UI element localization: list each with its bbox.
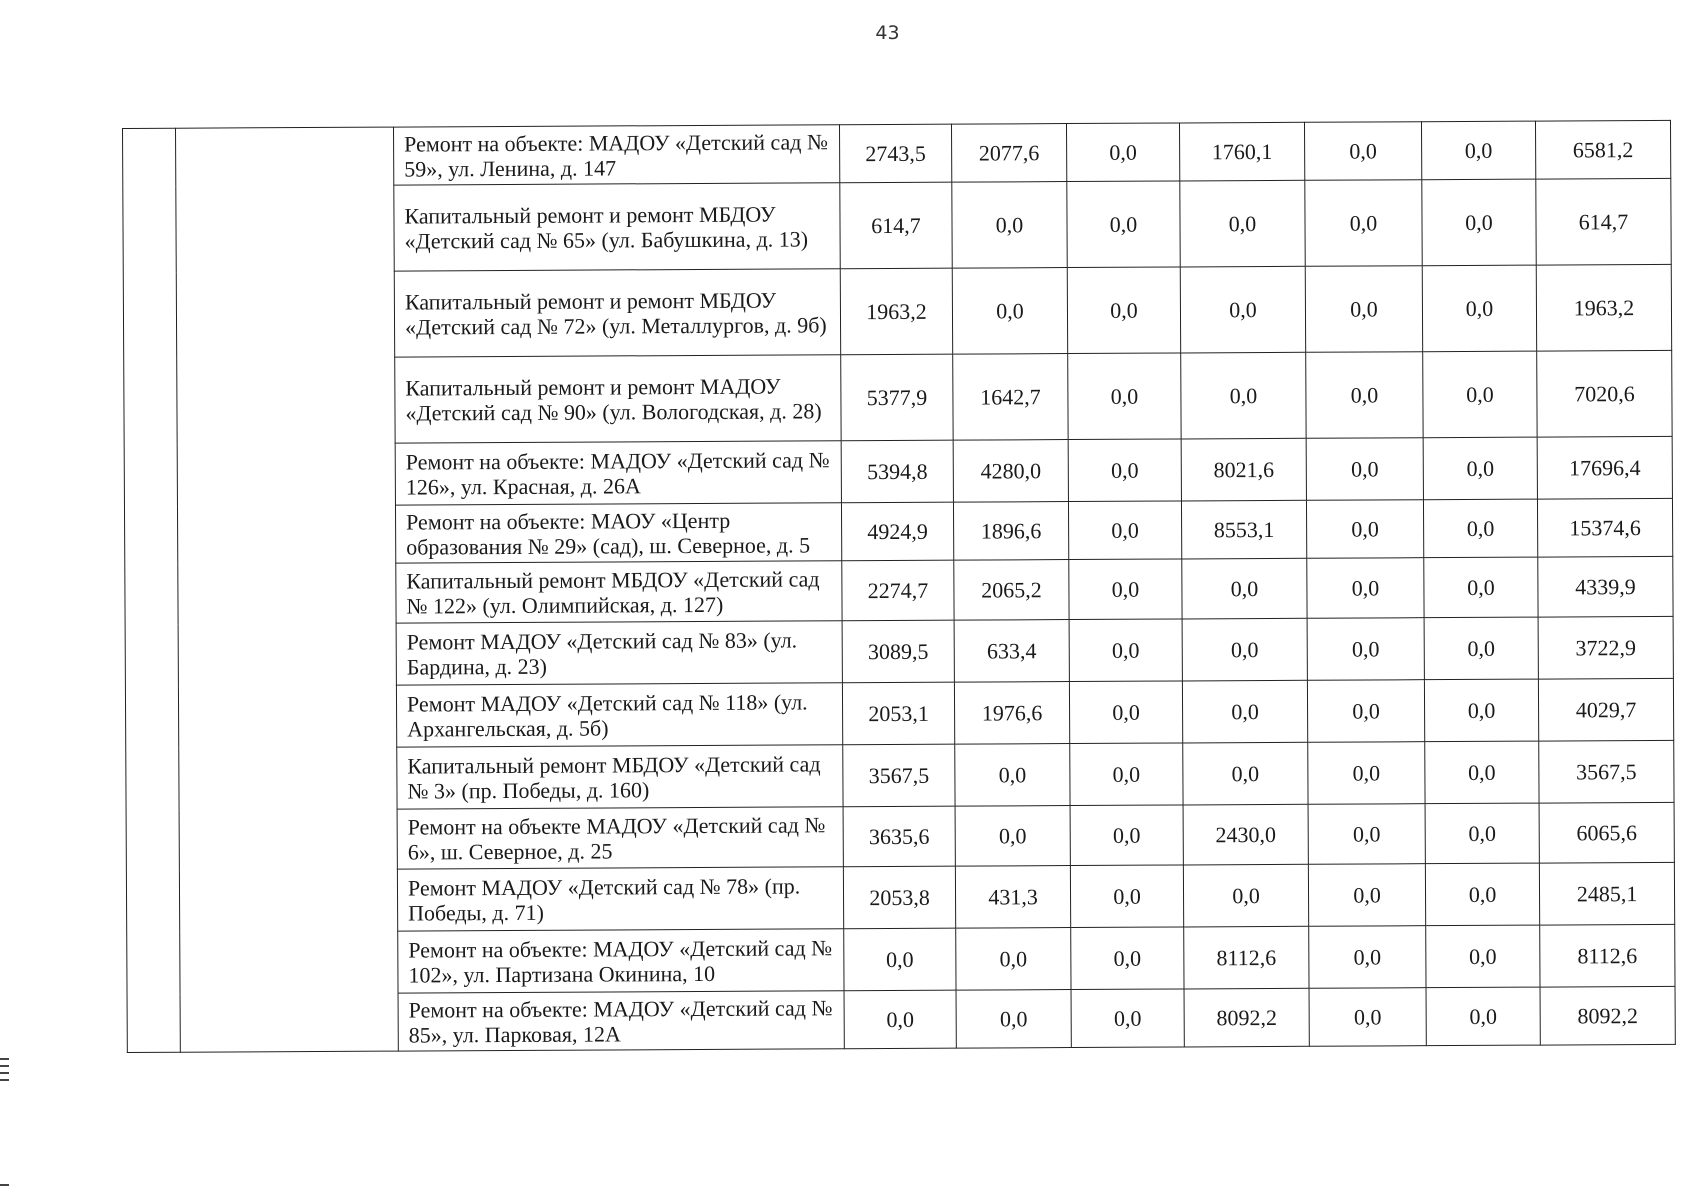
value-cell: 0,0 — [1069, 559, 1182, 620]
value-cell: 0,0 — [1183, 742, 1308, 805]
value-cell: 0,0 — [1070, 865, 1183, 928]
value-cell: 0,0 — [1306, 438, 1423, 501]
value-cell: 3635,6 — [843, 806, 955, 867]
value-cell: 8112,6 — [1184, 926, 1309, 989]
value-cell: 0,0 — [1304, 122, 1421, 181]
object-description: Ремонт МАДОУ «Детский сад № 83» (ул. Бардина, д. 23) — [396, 621, 842, 685]
table-row — [123, 120, 1671, 186]
value-cell: 3089,5 — [842, 620, 954, 683]
object-description: Ремонт на объекте: МАОУ «Центр образования № 29» (сад), ш. Северное, д. 5 — [395, 503, 841, 563]
value-cell: 0,0 — [1067, 181, 1180, 268]
total-value: 2485,1 — [1539, 862, 1674, 925]
value-cell: 0,0 — [956, 928, 1071, 991]
object-description: Капитальный ремонт и ремонт МАДОУ «Детский сад № 90» (ул. Вологодская, д. 28) — [395, 355, 841, 443]
object-description: Капитальный ремонт МБДОУ «Детский сад № 122» (ул. Олимпийская, д. 127) — [396, 561, 842, 623]
value-cell: 4924,9 — [841, 502, 953, 561]
value-cell: 0,0 — [1307, 680, 1424, 743]
value-cell: 0,0 — [1181, 352, 1306, 439]
value-cell: 0,0 — [952, 182, 1067, 269]
value-cell: 1642,7 — [953, 354, 1068, 441]
value-cell: 0,0 — [1066, 123, 1179, 182]
value-cell: 2274,7 — [842, 560, 954, 621]
value-cell: 5394,8 — [841, 440, 953, 503]
value-cell: 0,0 — [1425, 863, 1539, 926]
value-cell: 0,0 — [1068, 353, 1181, 440]
value-cell: 0,0 — [1422, 265, 1536, 352]
value-cell: 2743,5 — [839, 124, 951, 183]
value-cell: 8092,2 — [1184, 988, 1309, 1047]
budget-table — [122, 120, 1676, 1053]
total-value: 6065,6 — [1539, 802, 1674, 863]
value-cell: 1963,2 — [840, 268, 952, 355]
value-cell: 0,0 — [1071, 989, 1184, 1048]
value-cell: 0,0 — [1182, 558, 1307, 619]
value-cell: 0,0 — [1068, 439, 1181, 502]
value-cell: 0,0 — [1424, 557, 1538, 618]
value-cell: 0,0 — [1180, 180, 1305, 267]
value-cell: 0,0 — [952, 268, 1067, 355]
value-cell: 614,7 — [840, 182, 952, 269]
value-cell: 0,0 — [1305, 266, 1422, 353]
value-cell: 2077,6 — [951, 124, 1066, 183]
total-value: 3567,5 — [1539, 740, 1674, 803]
value-cell: 0,0 — [1307, 558, 1424, 619]
blank-cell-number — [123, 128, 181, 1052]
value-cell: 0,0 — [1180, 266, 1305, 353]
total-value: 8112,6 — [1540, 924, 1675, 987]
value-cell: 8021,6 — [1181, 438, 1306, 501]
object-description: Капитальный ремонт и ремонт МБДОУ «Детский сад № 65» (ул. Бабушкина, д. 13) — [394, 183, 840, 271]
object-description: Капитальный ремонт МБДОУ «Детский сад № 3» (пр. Победы, д. 160) — [397, 745, 843, 809]
object-description: Капитальный ремонт и ремонт МБДОУ «Детский сад № 72» (ул. Металлургов, д. 9б) — [394, 269, 840, 357]
value-cell: 2430,0 — [1183, 804, 1308, 865]
total-value: 8092,2 — [1540, 986, 1675, 1045]
value-cell: 0,0 — [1183, 864, 1308, 927]
value-cell: 0,0 — [1423, 499, 1537, 558]
value-cell: 0,0 — [1068, 501, 1181, 560]
scan-edge-dash — [0, 1184, 9, 1186]
page-number: 43 — [875, 22, 900, 44]
value-cell: 0,0 — [1423, 437, 1537, 500]
value-cell: 633,4 — [954, 620, 1069, 683]
total-value: 7020,6 — [1537, 350, 1672, 437]
value-cell: 0,0 — [1308, 864, 1425, 927]
value-cell: 0,0 — [1425, 803, 1539, 864]
object-description: Ремонт на объекте: МАДОУ «Детский сад № 126», ул. Красная, д. 26А — [395, 441, 841, 505]
value-cell: 0,0 — [1422, 179, 1536, 266]
value-cell: 0,0 — [955, 744, 1070, 807]
object-description: Ремонт МАДОУ «Детский сад № 78» (пр. Победы, д. 71) — [397, 867, 843, 931]
object-description: Ремонт на объекте: МАДОУ «Детский сад № 102», ул. Партизана Окинина, 10 — [398, 929, 844, 993]
value-cell: 8553,1 — [1181, 500, 1306, 559]
total-value: 6581,2 — [1535, 120, 1670, 179]
total-value: 17696,4 — [1537, 436, 1672, 499]
value-cell: 1896,6 — [953, 502, 1068, 561]
total-value: 3722,9 — [1538, 616, 1673, 679]
total-value: 4339,9 — [1538, 556, 1673, 617]
value-cell: 0,0 — [1308, 742, 1425, 805]
value-cell: 1760,1 — [1179, 122, 1304, 181]
value-cell: 0,0 — [1424, 617, 1538, 680]
value-cell: 5377,9 — [841, 354, 953, 441]
value-cell: 0,0 — [1425, 741, 1539, 804]
value-cell: 0,0 — [1306, 352, 1423, 439]
value-cell: 0,0 — [844, 990, 956, 1049]
value-cell: 0,0 — [1309, 988, 1426, 1047]
total-value: 614,7 — [1536, 178, 1671, 265]
value-cell: 0,0 — [1305, 180, 1422, 267]
scan-edge-marks — [0, 1058, 10, 1086]
value-cell: 0,0 — [1426, 925, 1540, 988]
value-cell: 2065,2 — [954, 560, 1069, 621]
value-cell: 0,0 — [1421, 121, 1535, 180]
value-cell: 0,0 — [1308, 804, 1425, 865]
value-cell: 4280,0 — [953, 440, 1068, 503]
value-cell: 0,0 — [1070, 743, 1183, 806]
value-cell: 0,0 — [1182, 618, 1307, 681]
value-cell: 0,0 — [956, 990, 1071, 1049]
value-cell: 0,0 — [955, 806, 1070, 867]
value-cell: 2053,1 — [842, 682, 954, 745]
value-cell: 0,0 — [1307, 618, 1424, 681]
value-cell: 2053,8 — [843, 866, 955, 929]
value-cell: 0,0 — [1426, 987, 1540, 1046]
value-cell: 0,0 — [1423, 351, 1537, 438]
value-cell: 0,0 — [1069, 619, 1182, 682]
total-value: 1963,2 — [1536, 264, 1671, 351]
blank-cell-program — [176, 127, 399, 1052]
value-cell: 1976,6 — [954, 682, 1069, 745]
value-cell: 0,0 — [1309, 926, 1426, 989]
value-cell: 0,0 — [844, 928, 956, 991]
total-value: 4029,7 — [1538, 678, 1673, 741]
value-cell: 0,0 — [1069, 681, 1182, 744]
value-cell: 0,0 — [1306, 500, 1423, 559]
total-value: 15374,6 — [1537, 498, 1672, 557]
value-cell: 0,0 — [1071, 927, 1184, 990]
object-description: Ремонт на объекте МАДОУ «Детский сад № 6», ш. Северное, д. 25 — [397, 807, 843, 869]
value-cell: 431,3 — [955, 866, 1070, 929]
object-description: Ремонт на объекте: МАДОУ «Детский сад № 85», ул. Парковая, 12А — [398, 991, 844, 1051]
value-cell: 0,0 — [1067, 267, 1180, 354]
value-cell: 0,0 — [1424, 679, 1538, 742]
value-cell: 0,0 — [1182, 680, 1307, 743]
object-description: Ремонт на объекте: МАДОУ «Детский сад № 59», ул. Ленина, д. 147 — [393, 125, 839, 185]
value-cell: 3567,5 — [843, 744, 955, 807]
object-description: Ремонт МАДОУ «Детский сад № 118» (ул. Архангельская, д. 5б) — [396, 683, 842, 747]
value-cell: 0,0 — [1070, 805, 1183, 866]
